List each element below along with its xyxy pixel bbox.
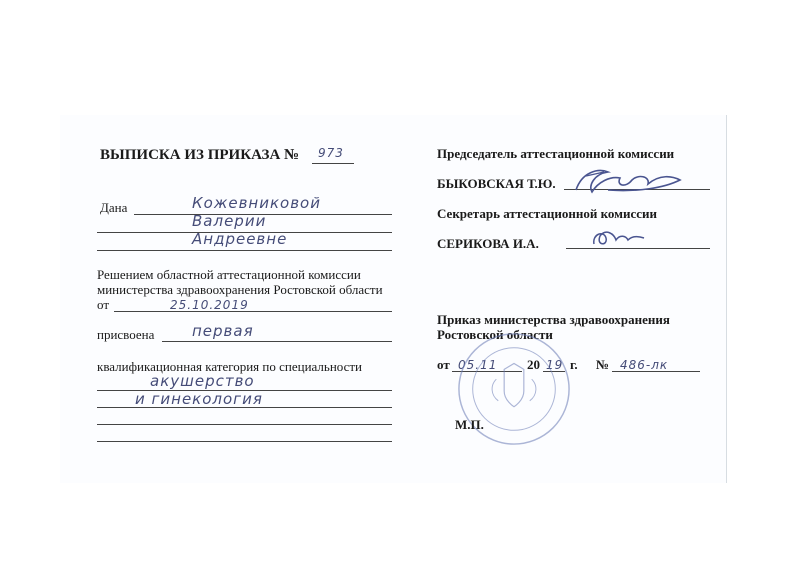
order-no: 486-лк: [620, 358, 669, 372]
order-year-suffix: 19: [546, 358, 564, 372]
chair-title: Председатель аттестационной комиссии: [437, 146, 675, 161]
order-year-label: г.: [570, 357, 578, 372]
order-year-prefix: 20: [527, 357, 540, 372]
decision-date-line: [114, 311, 392, 312]
assigned-label: присвоена: [97, 327, 155, 342]
secretary-name: СЕРИКОВА И.А.: [437, 236, 539, 251]
extract-title: ВЫПИСКА ИЗ ПРИКАЗА №: [100, 147, 300, 163]
order-date-prefix: от: [437, 357, 450, 372]
secretary-signature-icon: [588, 224, 648, 250]
recipient-patronymic: Андреевне: [192, 230, 288, 248]
category-value: первая: [192, 322, 254, 340]
specialty-value-1: акушерство: [150, 372, 255, 390]
chair-signature-icon: [568, 164, 688, 198]
order-number-label: №: [596, 357, 610, 372]
recipient-name: Валерии: [192, 212, 267, 230]
category-line: [162, 341, 392, 342]
decision-line-2: министерства здравоохранения Ростовской области: [97, 282, 383, 297]
blank-line-1: [97, 424, 392, 425]
decision-line-1: Решением областной аттестационной комиссии: [97, 267, 361, 282]
secretary-title: Секретарь аттестационной комиссии: [437, 206, 658, 221]
decision-date: 25.10.2019: [170, 298, 249, 312]
decision-date-prefix: от: [97, 297, 110, 312]
order-day-month: 05.11: [458, 358, 498, 372]
order-number-line: [312, 163, 354, 164]
chair-name: БЫКОВСКАЯ Т.Ю.: [437, 176, 556, 191]
specialty-label: квалификационная категория по специальности: [97, 359, 363, 374]
recipient-surname: Кожевниковой: [192, 194, 321, 212]
name-line-3: [97, 250, 392, 251]
order-number: 973: [318, 146, 344, 160]
order-title-1: Приказ министерства здравоохранения: [437, 312, 670, 327]
issued-label: Дана: [100, 200, 128, 215]
blank-line-2: [97, 441, 392, 442]
stamp-label: М.П.: [455, 417, 484, 432]
order-title-2: Ростовской области: [437, 327, 553, 342]
specialty-value-2: и гинекология: [135, 390, 263, 408]
